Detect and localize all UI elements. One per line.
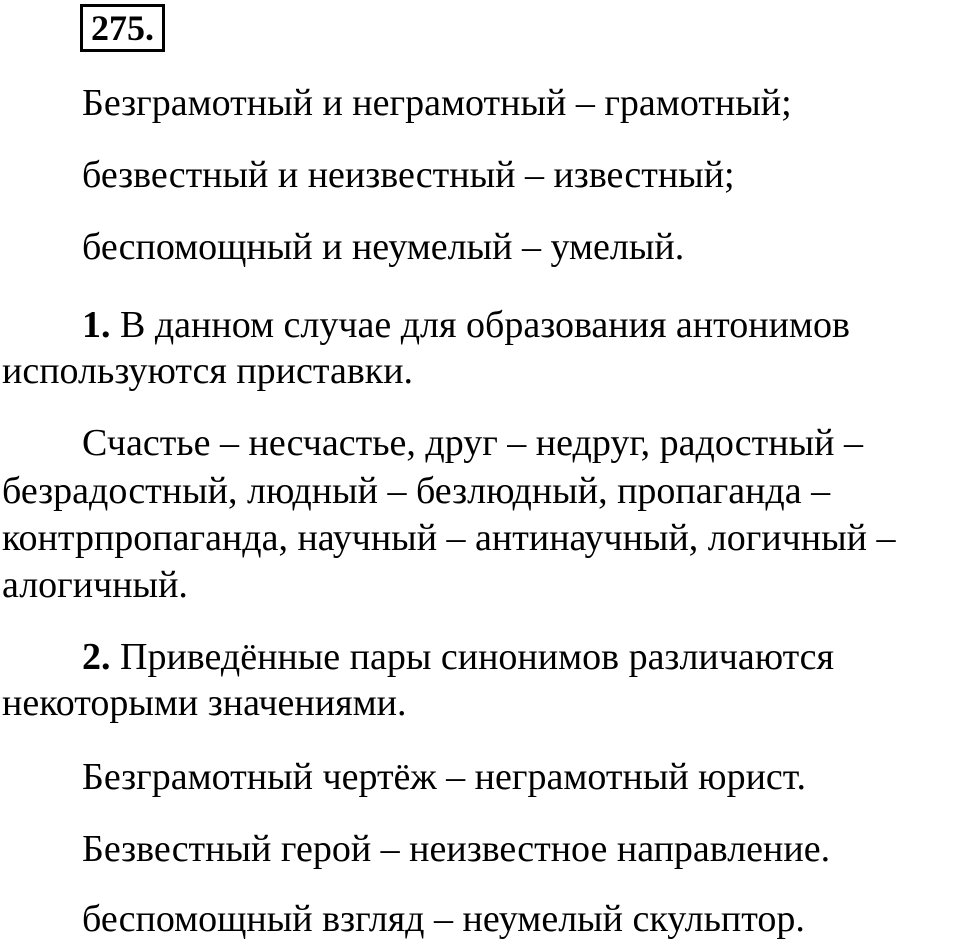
examples-line-3: контрпропаганда, научный – антинаучный, логичный – <box>2 517 896 559</box>
examples-line-2: безрадостный, людный – безлюдный, пропаганда – <box>2 470 831 512</box>
point-1-label: 1. <box>82 304 111 346</box>
point-2-second-line: некоторыми значениями. <box>2 682 407 724</box>
point-2-label: 2. <box>82 636 111 678</box>
pair-line-2: Безвестный герой – неизвестное направление. <box>82 828 831 870</box>
point-1-second-line: используются приставки. <box>2 350 414 392</box>
pair-line-1: Безграмотный чертёж – неграмотный юрист. <box>82 756 807 798</box>
point-2-first-line <box>82 634 834 680</box>
exercise-number: 275. <box>80 4 165 52</box>
point-1-first-line <box>82 302 850 348</box>
examples-line-4: алогичный. <box>2 564 188 606</box>
point-1-text: В данном случае для образования антонимов <box>110 304 850 346</box>
pair-line-3: беспомощный взгляд – неумелый скульптор. <box>82 898 805 940</box>
point-2-text: Приведённые пары синонимов различаются <box>110 636 835 678</box>
antonym-line-1: Безграмотный и неграмотный – грамотный; <box>82 82 792 124</box>
examples-line-1: Счастье – несчастье, друг – недруг, радостный – <box>82 422 863 464</box>
antonym-line-2: безвестный и неизвестный – известный; <box>82 154 735 196</box>
antonym-line-3: беспомощный и неумелый – умелый. <box>82 226 685 268</box>
